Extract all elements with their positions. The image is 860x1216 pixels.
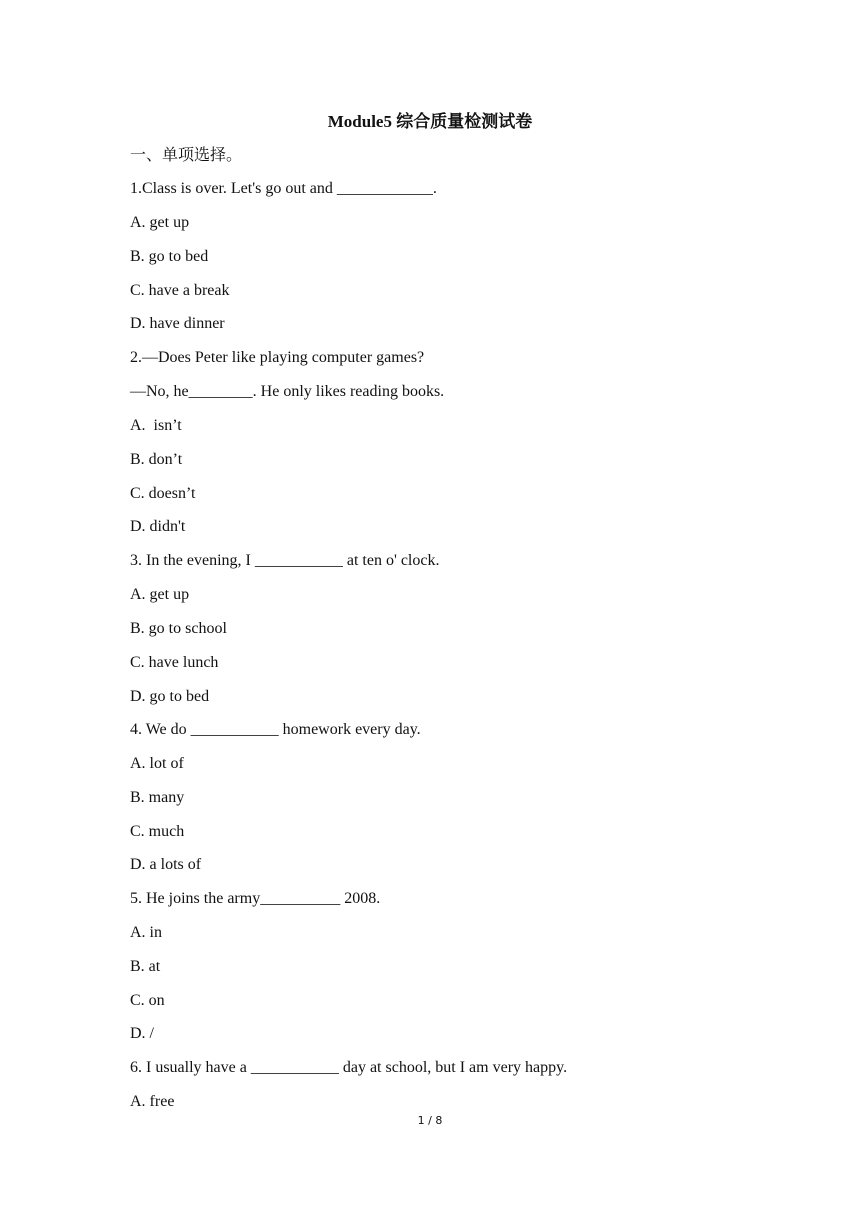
question-4-stem: 4. We do ___________ homework every day. xyxy=(130,721,421,738)
question-2-stem: 2.—Does Peter like playing computer games? xyxy=(130,349,425,366)
question-2-option-c: C. doesn’t xyxy=(130,485,196,502)
question-2-option-b: B. don’t xyxy=(130,451,183,468)
document-title: Module5 综合质量检测试卷 xyxy=(327,112,533,131)
question-2-option-a: A. isn’t xyxy=(130,417,182,434)
page-indicator: 1 / 8 xyxy=(417,1114,443,1127)
question-3-option-a: A. get up xyxy=(130,586,190,603)
question-1-stem: 1.Class is over. Let's go out and ____________. xyxy=(130,180,437,197)
question-2-option-d: D. didn't xyxy=(130,518,186,535)
question-6-option-a: A. free xyxy=(130,1093,175,1110)
question-5-option-d: D. / xyxy=(130,1025,154,1042)
question-6-stem: 6. I usually have a ___________ day at school, but I am very happy. xyxy=(130,1059,568,1076)
question-3-option-c: C. have lunch xyxy=(130,654,219,671)
question-4-option-b: B. many xyxy=(130,789,185,806)
question-5-option-b: B. at xyxy=(130,958,161,975)
question-3-option-d: D. go to bed xyxy=(130,688,210,705)
question-2-stem-reply: —No, he________. He only likes reading books. xyxy=(130,383,445,400)
question-1-option-a: A. get up xyxy=(130,214,190,231)
question-4-option-a: A. lot of xyxy=(130,755,184,772)
question-5-option-a: A. in xyxy=(130,924,162,941)
question-3-option-b: B. go to school xyxy=(130,620,227,637)
question-3-stem: 3. In the evening, I ___________ at ten o' clock. xyxy=(130,552,440,569)
question-5-option-c: C. on xyxy=(130,992,165,1009)
question-4-option-c: C. much xyxy=(130,823,185,840)
section-heading: 一、单项选择。 xyxy=(130,145,243,164)
question-5-stem: 5. He joins the army__________ 2008. xyxy=(130,890,381,907)
question-1-option-d: D. have dinner xyxy=(130,315,225,332)
question-1-option-c: C. have a break xyxy=(130,282,230,299)
question-4-option-d: D. a lots of xyxy=(130,856,202,873)
question-1-option-b: B. go to bed xyxy=(130,248,209,265)
